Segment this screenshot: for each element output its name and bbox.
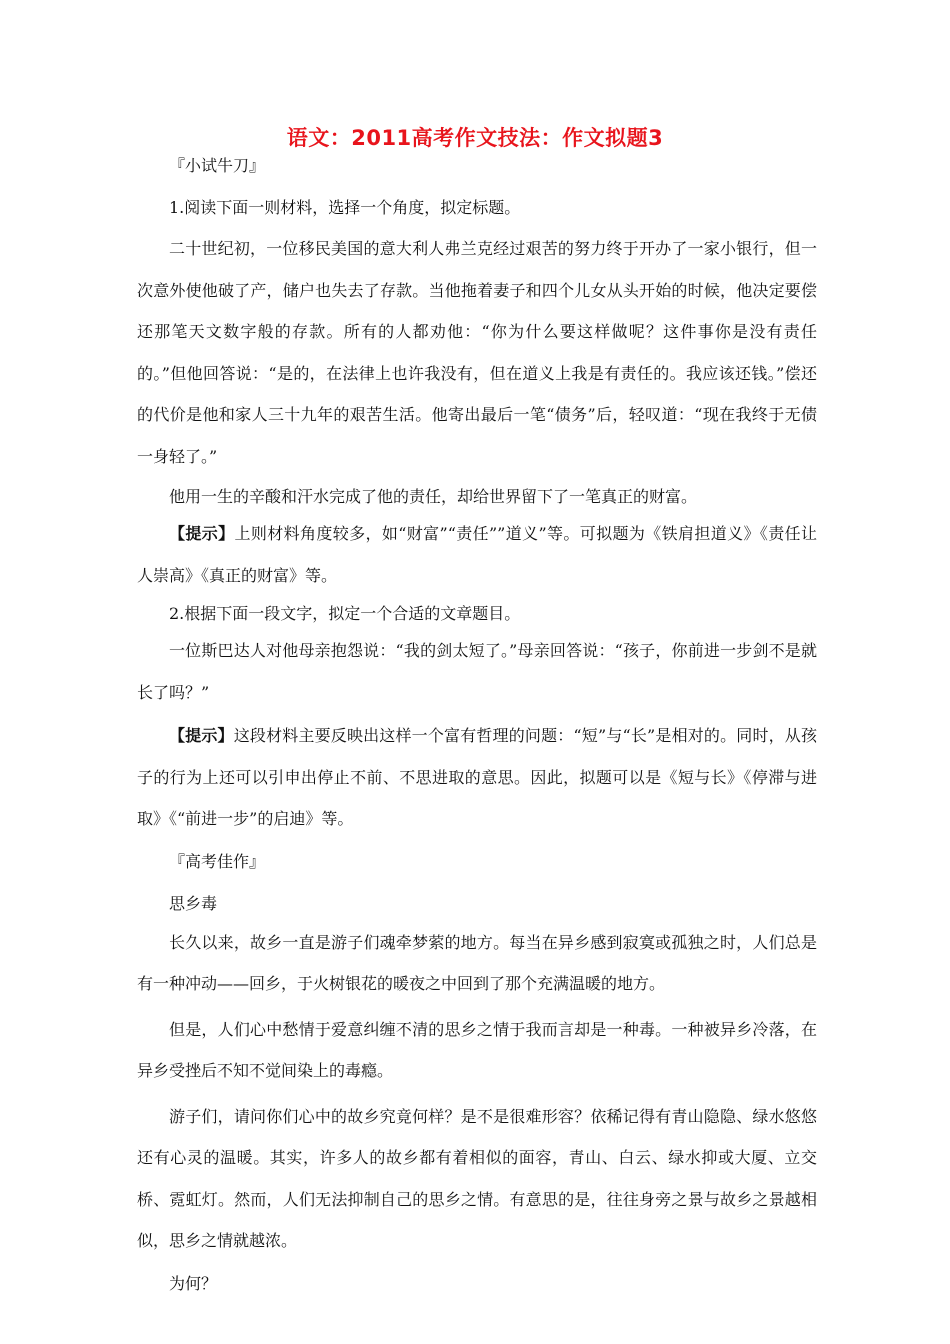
section-heading-essay: 『高考佳作』: [169, 851, 266, 871]
essay-paragraph-1: 长久以来，故乡一直是游子们魂牵梦萦的地方。每当在异乡感到寂寞或孤独之时，人们总是有一种冲动——回乡，于火树银花的暖夜之中回到了那个充满温暖的地方。: [137, 932, 817, 993]
document-title: 语文：2011高考作文技法：作文拟题3: [286, 126, 664, 150]
question-2-tip: [137, 715, 817, 840]
tip-text: 这段材料主要反映出这样一个富有哲理的问题：“短”与“长”是相对的。同时，从孩子的行为上还可以引申出停止不前、不思进取的意思。因此，拟题可以是《短与长》《停滞与进取》《“前进一步”的启迪》等。: [137, 726, 817, 828]
tip-label: 【提示】: [169, 726, 234, 745]
question-1-material-end: 他用一生的辛酸和汗水完成了他的责任，却给世界留下了一笔真正的财富。: [169, 487, 698, 506]
tip-text: 上则材料角度较多，如“财富”“责任””道义”等。可拟题为《铁肩担道义》《责任让人崇高》《真正的财富》等。: [137, 524, 817, 585]
question-2-prompt: 2.根据下面一段文字，拟定一个合适的文章题目。: [169, 604, 521, 623]
document-body: [137, 152, 817, 1298]
essay-paragraph-3: 游子们，请问你们心中的故乡究竟何样？是不是很难形容？依稀记得有青山隐隐、绿水悠悠还有心灵的温暖。其实，许多人的故乡都有着相似的面容，青山、白云、绿水抑或大厦、立交桥、霓虹灯。然而，人们无法抑制自己的思乡之情。有意思的是，往往身旁之景与故乡之景越相似，思乡之情就越浓。: [137, 1106, 817, 1250]
essay-paragraph-2: 但是，人们心中愁情于爱意纠缠不清的思乡之情于我而言却是一种毒。一种被异乡冷落，在异乡受挫后不知不觉间染上的毒瘾。: [137, 1019, 817, 1080]
essay-paragraph-4: 为何？: [169, 1273, 218, 1293]
tip-label: 【提示】: [169, 524, 235, 543]
question-1-tip: [137, 513, 817, 596]
question-1-prompt: 1.阅读下面一则材料，选择一个角度，拟定标题。: [169, 198, 521, 217]
essay-title: 思乡毒: [169, 893, 218, 913]
section-heading-practice: 『小试牛刀』: [169, 156, 266, 175]
question-1-material: 二十世纪初，一位移民美国的意大利人弗兰克经过艰苦的努力终于开办了一家小银行，但一次意外使他破了产，储户也失去了存款。当他拖着妻子和四个儿女从头开始的时候，他决定要偿还那笔天文数字般的存款。所有的人都劝他：“你为什么要这样做呢？这件事你是没有责任的。”但他回答说：“是的，在法律上也许我没有，但在道义上我是有责任的。我应该还钱。”偿还的代价是他和家人三十九年的艰苦生活。他寄出最后一笔“债务”后，轻叹道：“现在我终于无债一身轻了。”: [137, 239, 817, 466]
question-2-material: 一位斯巴达人对他母亲抱怨说：“我的剑太短了。”母亲回答说：“孩子，你前进一步剑不是就长了吗？”: [137, 641, 817, 702]
